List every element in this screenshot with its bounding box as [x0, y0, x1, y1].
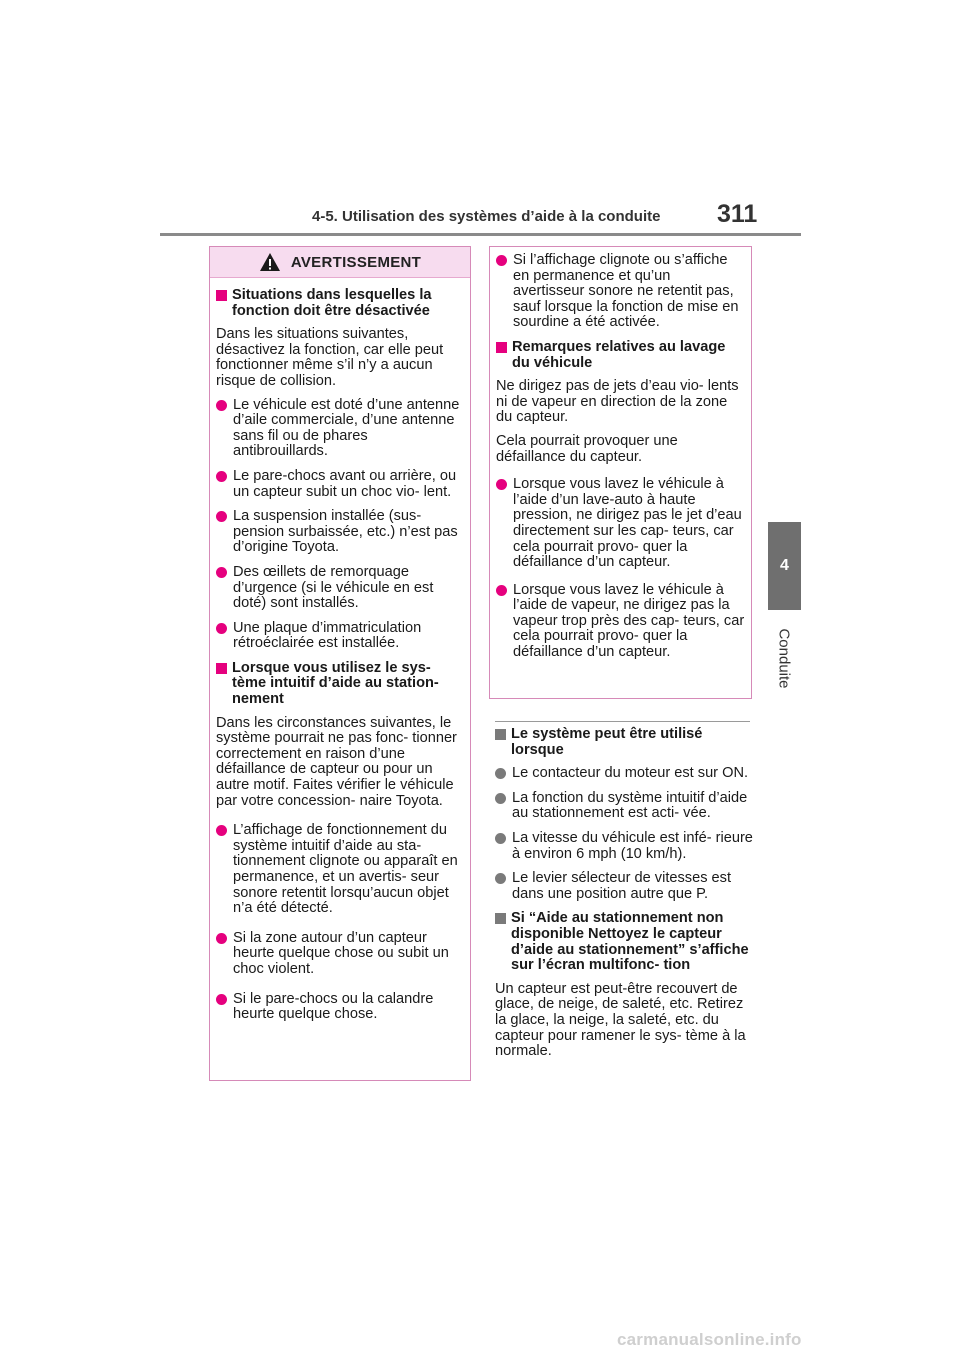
section-heading: Situations dans lesquelles la fonction doit être désactivée: [216, 288, 464, 319]
section-heading: Lorsque vous utilisez le sys- tème intuitif d’aide au station- nement: [216, 661, 464, 708]
list-item: Le pare-chocs avant ou arrière, ou un capteur subit un choc vio- lent.: [216, 469, 464, 500]
warning-triangle-icon: [259, 252, 281, 272]
paragraph: Dans les circonstances suivantes, le système pourrait ne pas fonc- tionner correctement en raison d’une défaillance de capteur ou pour un autre motif. Faites vérifier le véhicule par votre concession- naire Toyota.: [216, 714, 457, 809]
bullet-dot-icon: [216, 994, 227, 1005]
chapter-label-wrap: [772, 622, 796, 702]
section-title: 4-5. Utilisation des systèmes d’aide à la conduite: [312, 208, 661, 225]
chapter-label: Conduite: [775, 628, 793, 689]
list-item: La fonction du système intuitif d’aide au stationnement est acti- vée.: [495, 791, 753, 822]
square-bullet-icon: [495, 913, 506, 924]
bullet-dot-icon: [216, 400, 227, 411]
page-number: 311: [717, 200, 758, 228]
list-item: Lorsque vous lavez le véhicule à l’aide d’un lave-auto à haute pression, ne dirigez pas le jet d’eau directement sur les cap- teurs, car cela pourrait provo- quer la défaillance d’un capteur.: [496, 477, 745, 571]
bullet-dot-icon: [216, 511, 227, 522]
warning-title: AVERTISSEMENT: [290, 253, 422, 271]
list-item: Des œillets de remorquage d’urgence (si le véhicule en est doté) sont installés.: [216, 565, 464, 612]
list-item: Une plaque d’immatriculation rétroéclairée est installée.: [216, 621, 464, 652]
square-bullet-icon: [216, 663, 227, 674]
bullet-dot-icon: [495, 873, 506, 884]
section-heading: Le système peut être utilisé lorsque: [495, 727, 753, 758]
bullet-dot-icon: [495, 768, 506, 779]
square-bullet-icon: [495, 729, 506, 740]
list-item: Lorsque vous lavez le véhicule à l’aide de vapeur, ne dirigez pas la vapeur trop près des cap- teurs, car cela pourrait provo- quer la défaillance d’un capteur.: [496, 583, 745, 661]
chapter-number: 4: [780, 557, 789, 574]
bullet-dot-icon: [216, 471, 227, 482]
paragraph: Cela pourrait provoquer une défaillance du capteur.: [496, 432, 678, 465]
paragraph: Dans les situations suivantes, désactivez la fonction, car elle peut fonctionner même s’il n’y a aucun risque de collision.: [216, 326, 444, 389]
warning-box-right: [489, 246, 752, 699]
bullet-dot-icon: [496, 585, 507, 596]
bullet-dot-icon: [495, 793, 506, 804]
main-column: [495, 727, 753, 1068]
list-item: Si l’affichage clignote ou s’affiche en permanence et qu’un avertisseur sonore ne retentit pas, sauf lorsque la fonction de mise en sourdine a été activée.: [496, 253, 745, 331]
list-item: Le contacteur du moteur est sur ON.: [495, 766, 753, 782]
section-heading: Si “Aide au stationnement non disponible Nettoyez le capteur d’aide au stationnement” s’affiche sur l’écran multifonc- tion: [495, 911, 753, 973]
bullet-dot-icon: [496, 479, 507, 490]
bullet-dot-icon: [216, 825, 227, 836]
square-bullet-icon: [216, 290, 227, 301]
list-item: Le véhicule est doté d’une antenne d’aile commerciale, d’une antenne sans fil ou de phares antibrouillards.: [216, 398, 464, 460]
bullet-dot-icon: [216, 623, 227, 634]
warning-header: [210, 247, 470, 278]
footer-watermark: carmanualsonline.info: [617, 1330, 802, 1349]
list-item: Le levier sélecteur de vitesses est dans une position autre que P.: [495, 871, 753, 902]
chapter-tab: [768, 522, 801, 610]
divider: [495, 721, 750, 722]
list-item: Si le pare-chocs ou la calandre heurte quelque chose.: [216, 992, 464, 1023]
bullet-dot-icon: [495, 833, 506, 844]
list-item: La suspension installée (sus- pension surbaissée, etc.) n’est pas d’origine Toyota.: [216, 509, 464, 556]
bullet-dot-icon: [216, 933, 227, 944]
header-rule: [160, 233, 801, 236]
square-bullet-icon: [496, 342, 507, 353]
warning-box-left: [209, 246, 471, 1081]
paragraph: Ne dirigez pas de jets d’eau vio- lents ni de vapeur en direction de la zone du capteur.: [496, 378, 739, 426]
list-item: Si la zone autour d’un capteur heurte quelque chose ou subit un choc violent.: [216, 931, 464, 978]
section-heading: Remarques relatives au lavage du véhicule: [496, 340, 745, 371]
bullet-dot-icon: [496, 255, 507, 266]
list-item: L’affichage de fonctionnement du système intuitif d’aide au sta- tionnement clignote ou apparaît en permanence, et un avertis- seur sonore retentit lorsqu’aucun objet n’a été détecté.: [216, 823, 464, 917]
list-item: La vitesse du véhicule est infé- rieure à environ 6 mph (10 km/h).: [495, 831, 753, 862]
paragraph: Un capteur est peut-être recouvert de glace, de neige, de saleté, etc. Retirez la glace, la neige, la saleté, etc. du capteur pour ramener le sys- tème à la normale.: [495, 980, 746, 1060]
bullet-dot-icon: [216, 567, 227, 578]
